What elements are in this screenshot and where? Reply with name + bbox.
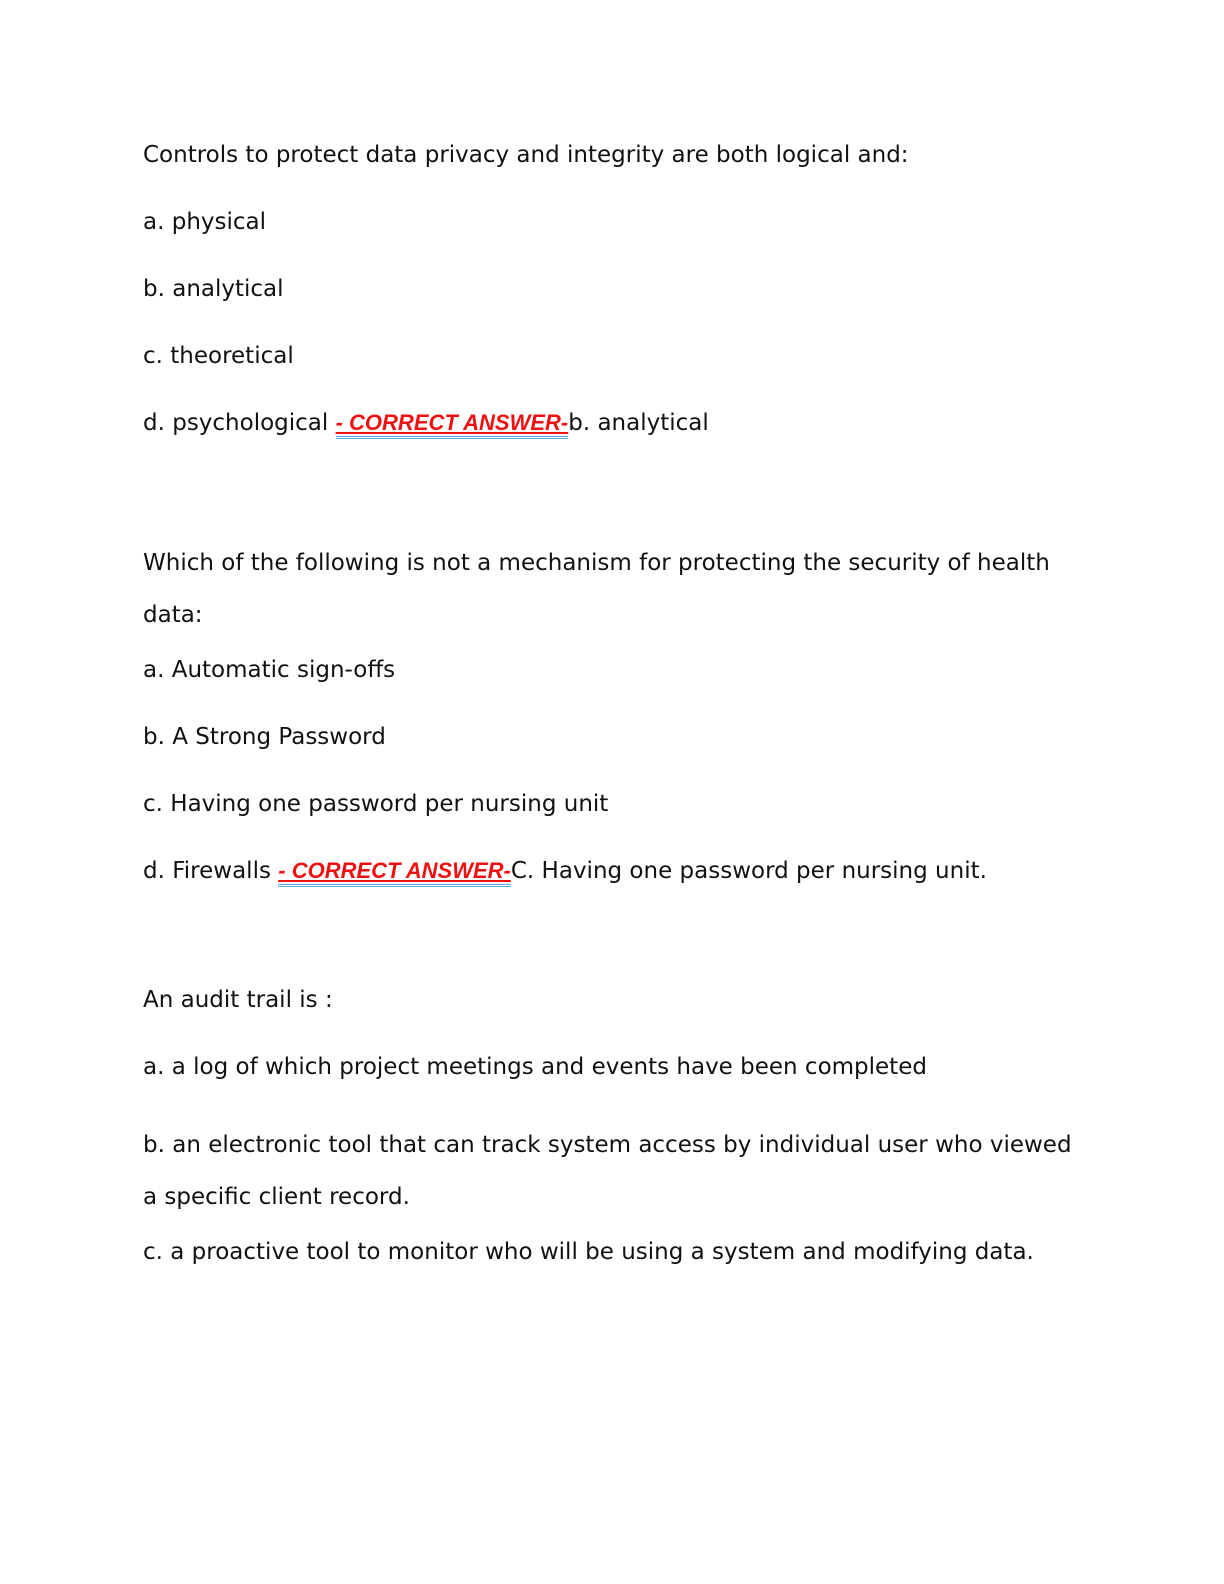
question-prompt: Which of the following is not a mechanism for protecting the security of health data: [143,550,1050,628]
question-prompt: Controls to protect data privacy and integrity are both logical and: [143,142,909,168]
option-d-with-answer [143,408,1083,438]
document-page [143,140,1083,1304]
option-a: a. Automatic sign-offs [143,657,396,683]
option-d-with-answer [143,856,1083,886]
option-b: b. analytical [143,276,284,302]
answer-text: C. Having one password per nursing unit. [510,858,987,884]
question-3 [143,985,1083,1267]
option-d: d. Firewalls [143,858,279,884]
option-c: c. theoretical [143,343,294,369]
question-1 [143,140,1083,438]
option-a: a. physical [143,209,267,235]
option-d: d. psychological [143,410,336,436]
option-c: c. Having one password per nursing unit [143,791,609,817]
answer-text: b. analytical [568,410,709,436]
option-c: c. a proactive tool to monitor who will be using a system and modifying data. [143,1239,1034,1265]
correct-answer-tag: - CORRECT ANSWER- [336,410,569,439]
spacer [143,475,1083,537]
question-prompt: An audit trail is : [143,987,333,1013]
spacer [143,923,1083,985]
option-b: b. an electronic tool that can track system access by individual user who viewed a specific client record. [143,1132,1072,1210]
option-b: b. A Strong Password [143,724,386,750]
question-2 [143,537,1083,886]
option-a: a. a log of which project meetings and events have been completed [143,1054,927,1080]
correct-answer-tag: - CORRECT ANSWER- [278,858,511,887]
